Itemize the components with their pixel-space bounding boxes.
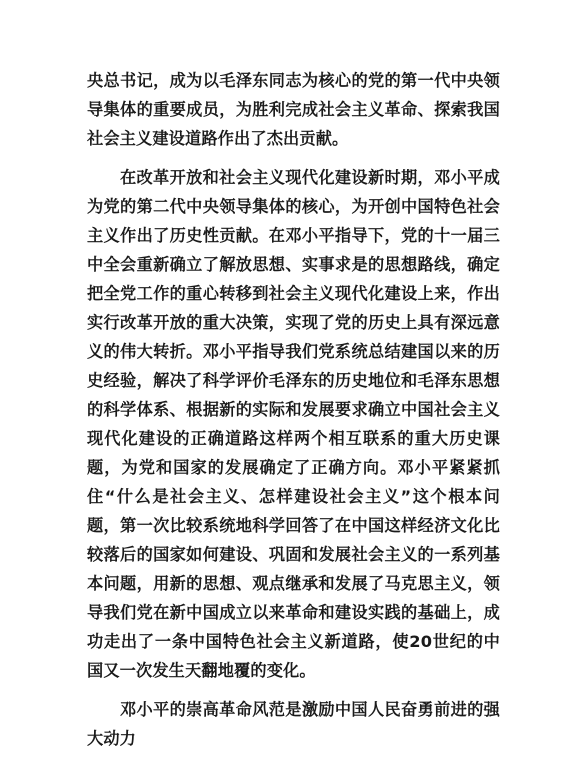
paragraph-1: 央总书记，成为以毛泽东同志为核心的党的第一代中央领导集体的重要成员，为胜利完成社会主义革命、探索我国社会主义建设道路作出了杰出贡献。 bbox=[87, 71, 500, 148]
document-page bbox=[87, 66, 500, 753]
paragraph-3: 邓小平的崇高革命风范是激励中国人民奋勇前进的强大动力 bbox=[87, 700, 500, 748]
paragraph-2: 在改革开放和社会主义现代化建设新时期，邓小平成为党的第二代中央领导集体的核心，为开创中国特色社会主义作出了历史性贡献。在邓小平指导下，党的十一届三中全会重新确立了解放思想、实事求是的思想路线，确定把全党工作的重心转移到社会主义现代化建设上来，作出实行改革开放的重大决策，实现了党的历史上具有深远意义的伟大转折。邓小平指导我们党系统总结建国以来的历史经验，解决了科学评价毛泽东的历史地位和毛泽东思想的科学体系、根据新的实际和发展要求确立中国社会主义现代化建设的正确道路这样两个相互联系的重大历史课题，为党和国家的发展确定了正确方向。邓小平紧紧抓住“什么是社会主义、怎样建设社会主义”这个根本问题，第一次比较系统地科学回答了在中国这样经济文化比较落后的国家如何建设、巩固和发展社会主义的一系列基本问题，用新的思想、观点继承和发展了马克思主义，领导我们党在新中国成立以来革命和建设实践的基础上，成功走出了一条中国特色社会主义新道路，使20世纪的中国又一次发生天翻地覆的变化。 bbox=[87, 168, 500, 680]
